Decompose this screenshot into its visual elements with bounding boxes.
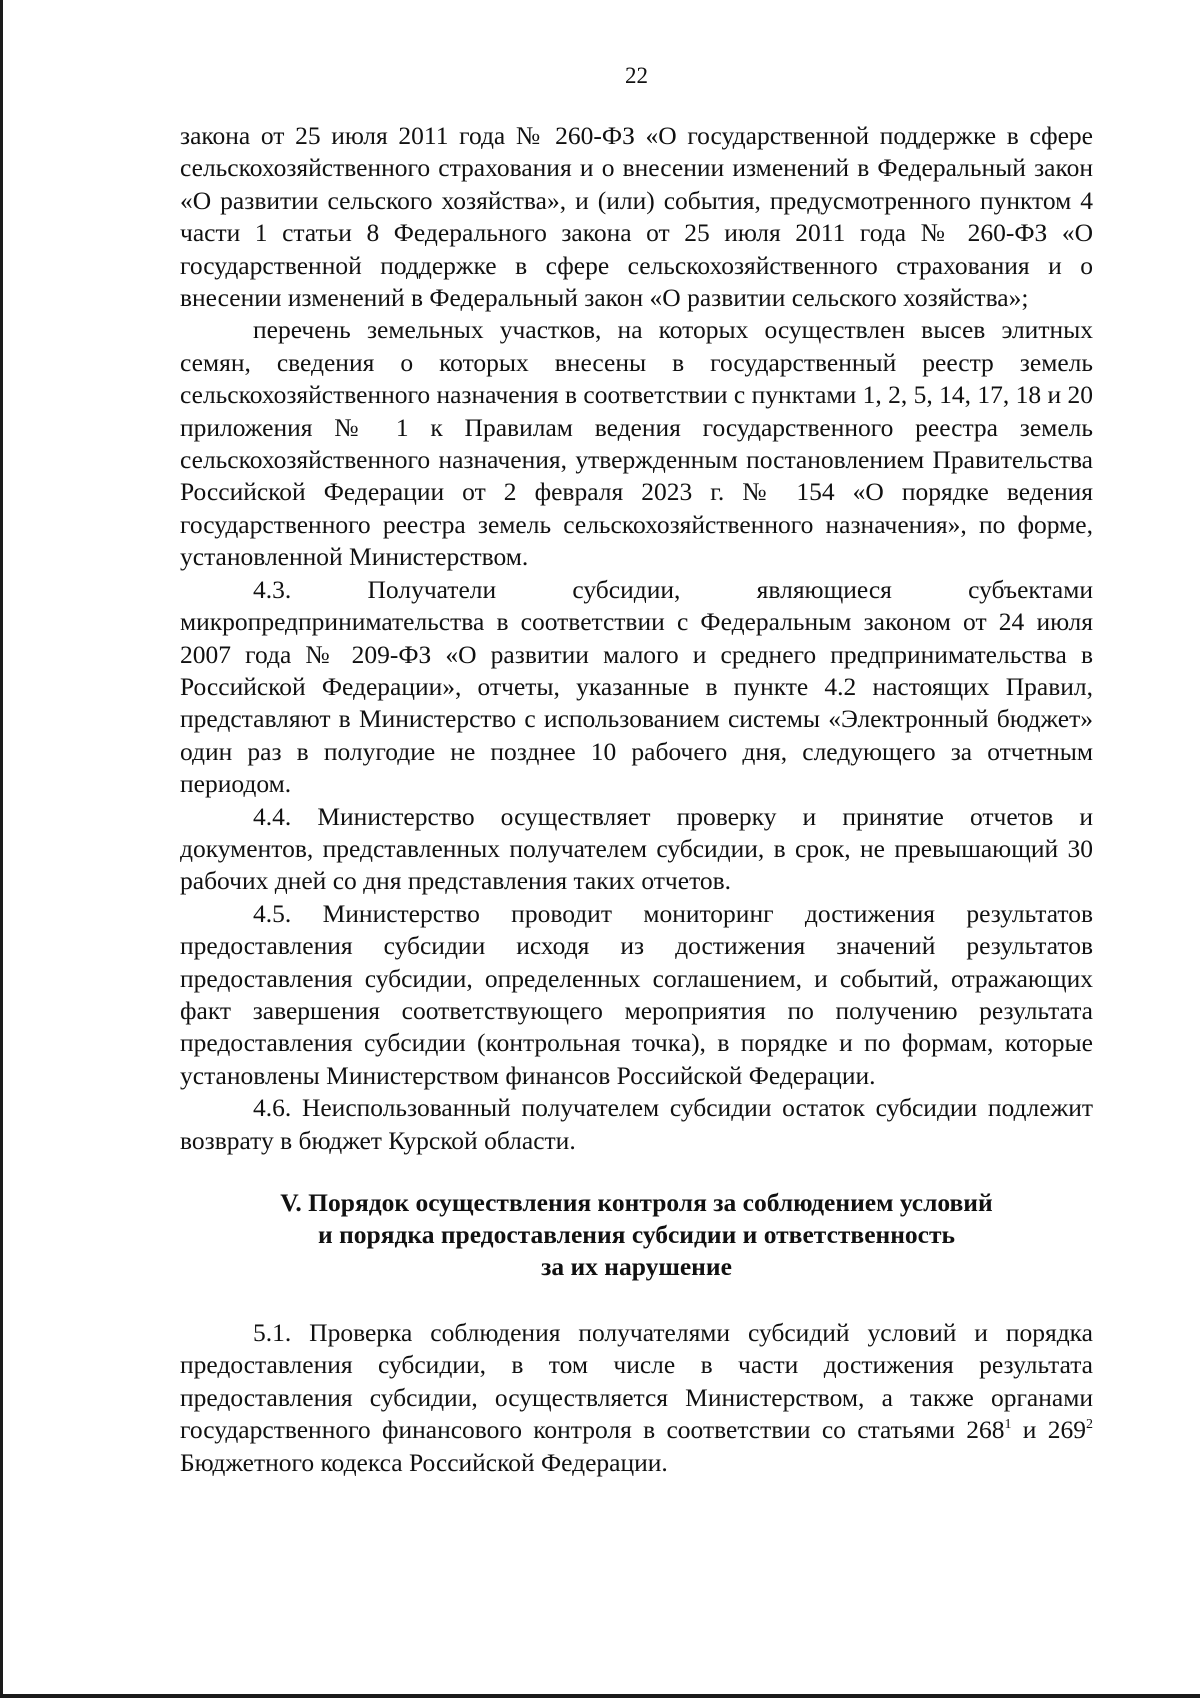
- paragraph-land-plots-list: перечень земельных участков, на которых осуществлен высев элитных семян, сведения о которых внесены в государственный реестр земель сельскохозяйственного назначения в соответствии с пунктами 1, 2, 5, 14, 17, 18 и 20 приложения № 1 к Правилам ведения государственного реестра земель сельскохозяйственного назначения, утвержденным постановлением Правительства Российской Федерации от 2 февраля 2023 г. № 154 «О порядке ведения государственного реестра земель сельскохозяйственного назначения», по форме, установленной Министерством.: [180, 315, 1093, 572]
- paragraph-5-1: [180, 1317, 1093, 1479]
- paragraph-law-continuation: закона от 25 июля 2011 года № 260-ФЗ «О государственной поддержке в сфере сельскохозяйственного страхования и о внесении изменений в Федеральный закон «О развитии сельского хозяйства», и (или) события, предусмотренного пунктом 4 части 1 статьи 8 Федерального закона от 25 июля 2011 года № 260-ФЗ «О государственной поддержке в сфере сельскохозяйственного страхования и о внесении изменений в Федеральный закон «О развитии сельского хозяйства»;: [180, 121, 1093, 313]
- document-page: [180, 60, 1093, 1479]
- section-heading-line-1: V. Порядок осуществления контроля за соблюдением условий: [280, 1188, 993, 1217]
- scan-border-bottom: [0, 1694, 1200, 1698]
- paragraph-5-1-text-after: Бюджетного кодекса Российской Федерации.: [180, 1447, 668, 1477]
- superscript-2: 2: [1086, 1417, 1093, 1433]
- scan-border-left: [0, 0, 3, 1698]
- paragraph-5-1-text-before: 5.1. Проверка соблюдения получателями субсидий условий и порядка предоставления субсидии, в том числе в части достижения результата предоставления субсидии, осуществляется Министерством, а также органами государственного финансового контроля в соответствии со статьями 268: [180, 1318, 1093, 1445]
- section-heading-line-2: и порядка предоставления субсидии и ответственность: [318, 1220, 955, 1249]
- paragraph-4-6: 4.6. Неиспользованный получателем субсидии остаток субсидии подлежит возврату в бюджет Курской области.: [180, 1093, 1093, 1155]
- page-number: 22: [625, 63, 648, 88]
- paragraph-4-3: 4.3. Получатели субсидии, являющиеся субъектами микропредпринимательства в соответствии с Федеральным законом от 24 июля 2007 года № 209-ФЗ «О развитии малого и среднего предпринимательства в Российской Федерации», отчеты, указанные в пункте 4.2 настоящих Правил, представляют в Министерство с использованием системы «Электронный бюджет» один раз в полугодие не позднее 10 рабочего дня, следующего за отчетным периодом.: [180, 574, 1093, 799]
- superscript-1: 1: [1004, 1417, 1012, 1433]
- paragraph-4-4: 4.4. Министерство осуществляет проверку и принятие отчетов и документов, представленных получателем субсидии, в срок, не превышающий 30 рабочих дней со дня представления таких отчетов.: [180, 801, 1093, 896]
- section-v-heading: [180, 1187, 1093, 1283]
- section-heading-line-3: за их нарушение: [541, 1252, 732, 1281]
- paragraph-5-1-text-middle: и 269: [1011, 1415, 1086, 1445]
- paragraph-4-5: 4.5. Министерство проводит мониторинг достижения результатов предоставления субсидии исходя из достижения значений результатов предоставления субсидии, определенных соглашением, и событий, отражающих факт завершения соответствующего мероприятия по получению результата предоставления субсидии (контрольная точка), в порядке и по формам, которые установлены Министерством финансов Российской Федерации.: [180, 898, 1093, 1090]
